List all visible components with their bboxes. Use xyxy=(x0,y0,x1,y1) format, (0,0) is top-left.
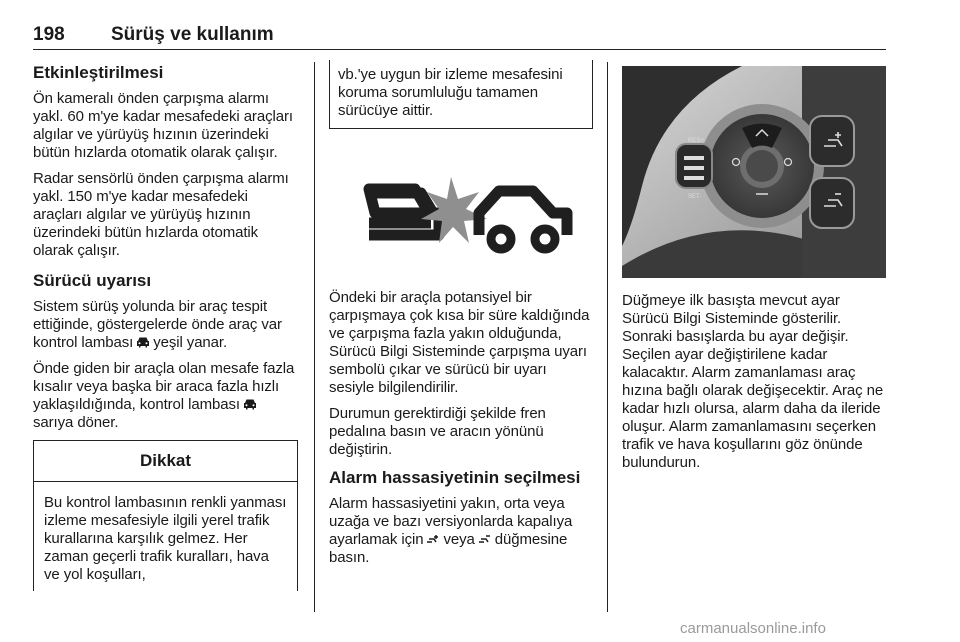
paragraph-distance: Önde giden bir araçla olan mesafe fazla kısalır veya başka bir araca fazla hızlı yaklaşıldığında, kontrol lambasısarıya döner. xyxy=(33,360,295,431)
heading-activation: Etkinleştirilmesi xyxy=(33,63,164,82)
notice-continuation-text: vb.'ye uygun bir izleme mesafesini koruma sorumluluğu tamamen sürücüye aittir. xyxy=(338,66,563,119)
paragraph-camera: Ön kameralı önden çarpışma alarmı yakl. 60 m'ye kadar mesafedeki araçları algılar ve yürüyüş hızının üzerindeki bütün hızlarda otomatik olarak çalışır. xyxy=(33,90,293,161)
notice-title: Dikkat xyxy=(34,441,297,482)
vehicle-ahead-icon xyxy=(136,336,150,348)
notice-continuation xyxy=(329,60,593,129)
paragraph-brake: Durumun gerektirdiği şekilde fren pedalına basın ve aracın yönünü değiştirin. xyxy=(329,405,546,458)
collision-sensitivity-plus-icon xyxy=(426,533,440,545)
paragraph-sensitivity: Alarm hassasiyetini yakın, orta veya uzağa ve bazı versiyonlarda kapalıya ayarlamak için veya düğmesine basın. xyxy=(329,495,573,566)
paragraph-radar: Radar sensörlü önden çarpışma alarmı yakl. 150 m'ye kadar mesafedeki araçları algılar ve yürüyüş hızının üzerindeki bütün hızlarda otomatik olarak çalışır. xyxy=(33,170,289,259)
heading-sensitivity: Alarm hassasiyetinin seçilmesi xyxy=(329,468,581,487)
header-rule xyxy=(33,49,886,50)
page-header xyxy=(33,24,886,50)
notice-body xyxy=(34,482,297,584)
paragraph-collision: Öndeki bir araçla potansiyel bir çarpışmaya çok kısa bir süre kaldığında ve çarpışma fazla yakın olduğunda, Sürücü Bilgi Sisteminde çarpışma uyarı sembolü çıkar ve sürücü bir uyarı sesiyle bilgilendirilir. xyxy=(329,289,590,396)
column-divider-left xyxy=(314,62,315,612)
watermark: carmanualsonline.info xyxy=(680,620,826,637)
column-right xyxy=(622,62,886,480)
column-divider-right xyxy=(607,62,608,612)
collision-warning-figure xyxy=(329,147,593,277)
running-title: Sürüş ve kullanım xyxy=(111,24,274,45)
vehicle-ahead-icon xyxy=(243,398,257,410)
paragraph-vehicle-ahead: Sistem sürüş yolunda bir araç tespit ettiğinde, göstergelerde önde araç var kontrol lambası yeşil yanar. xyxy=(33,298,282,351)
wheel-label-set: SET- xyxy=(688,194,702,200)
notice-text: Bu kontrol lambasının renkli yanması izleme mesafesiyle ilgili yerel trafik kurallarına karşılık gelmez. Her zaman geçerli trafik kuralları, hava ve yol koşulları, xyxy=(44,494,287,583)
column-middle xyxy=(329,62,593,575)
wheel-label-res: RES+ xyxy=(688,138,704,144)
collision-sensitivity-minus-icon xyxy=(478,533,492,545)
column-left xyxy=(33,62,298,591)
steering-wheel-photo xyxy=(622,66,886,278)
notice-box xyxy=(33,440,298,591)
page-number: 198 xyxy=(33,24,65,45)
paragraph-button-usage: Düğmeye ilk basışta mevcut ayar Sürücü Bilgi Sisteminde gösterilir. Sonraki basışlarda bu ayar değişir. Seçilen ayar değiştirilene kadar kalacaktır. Alarm zamanlaması araç hızına bağlı olarak değişecektir. Araç ne kadar hızlı olursa, alarm daha da ileride oluşur. Alarm zamanlamasını seçerken trafik ve hava koşullarını göz önünde bulundurun. xyxy=(622,292,884,471)
heading-driver-warning: Sürücü uyarısı xyxy=(33,271,152,290)
